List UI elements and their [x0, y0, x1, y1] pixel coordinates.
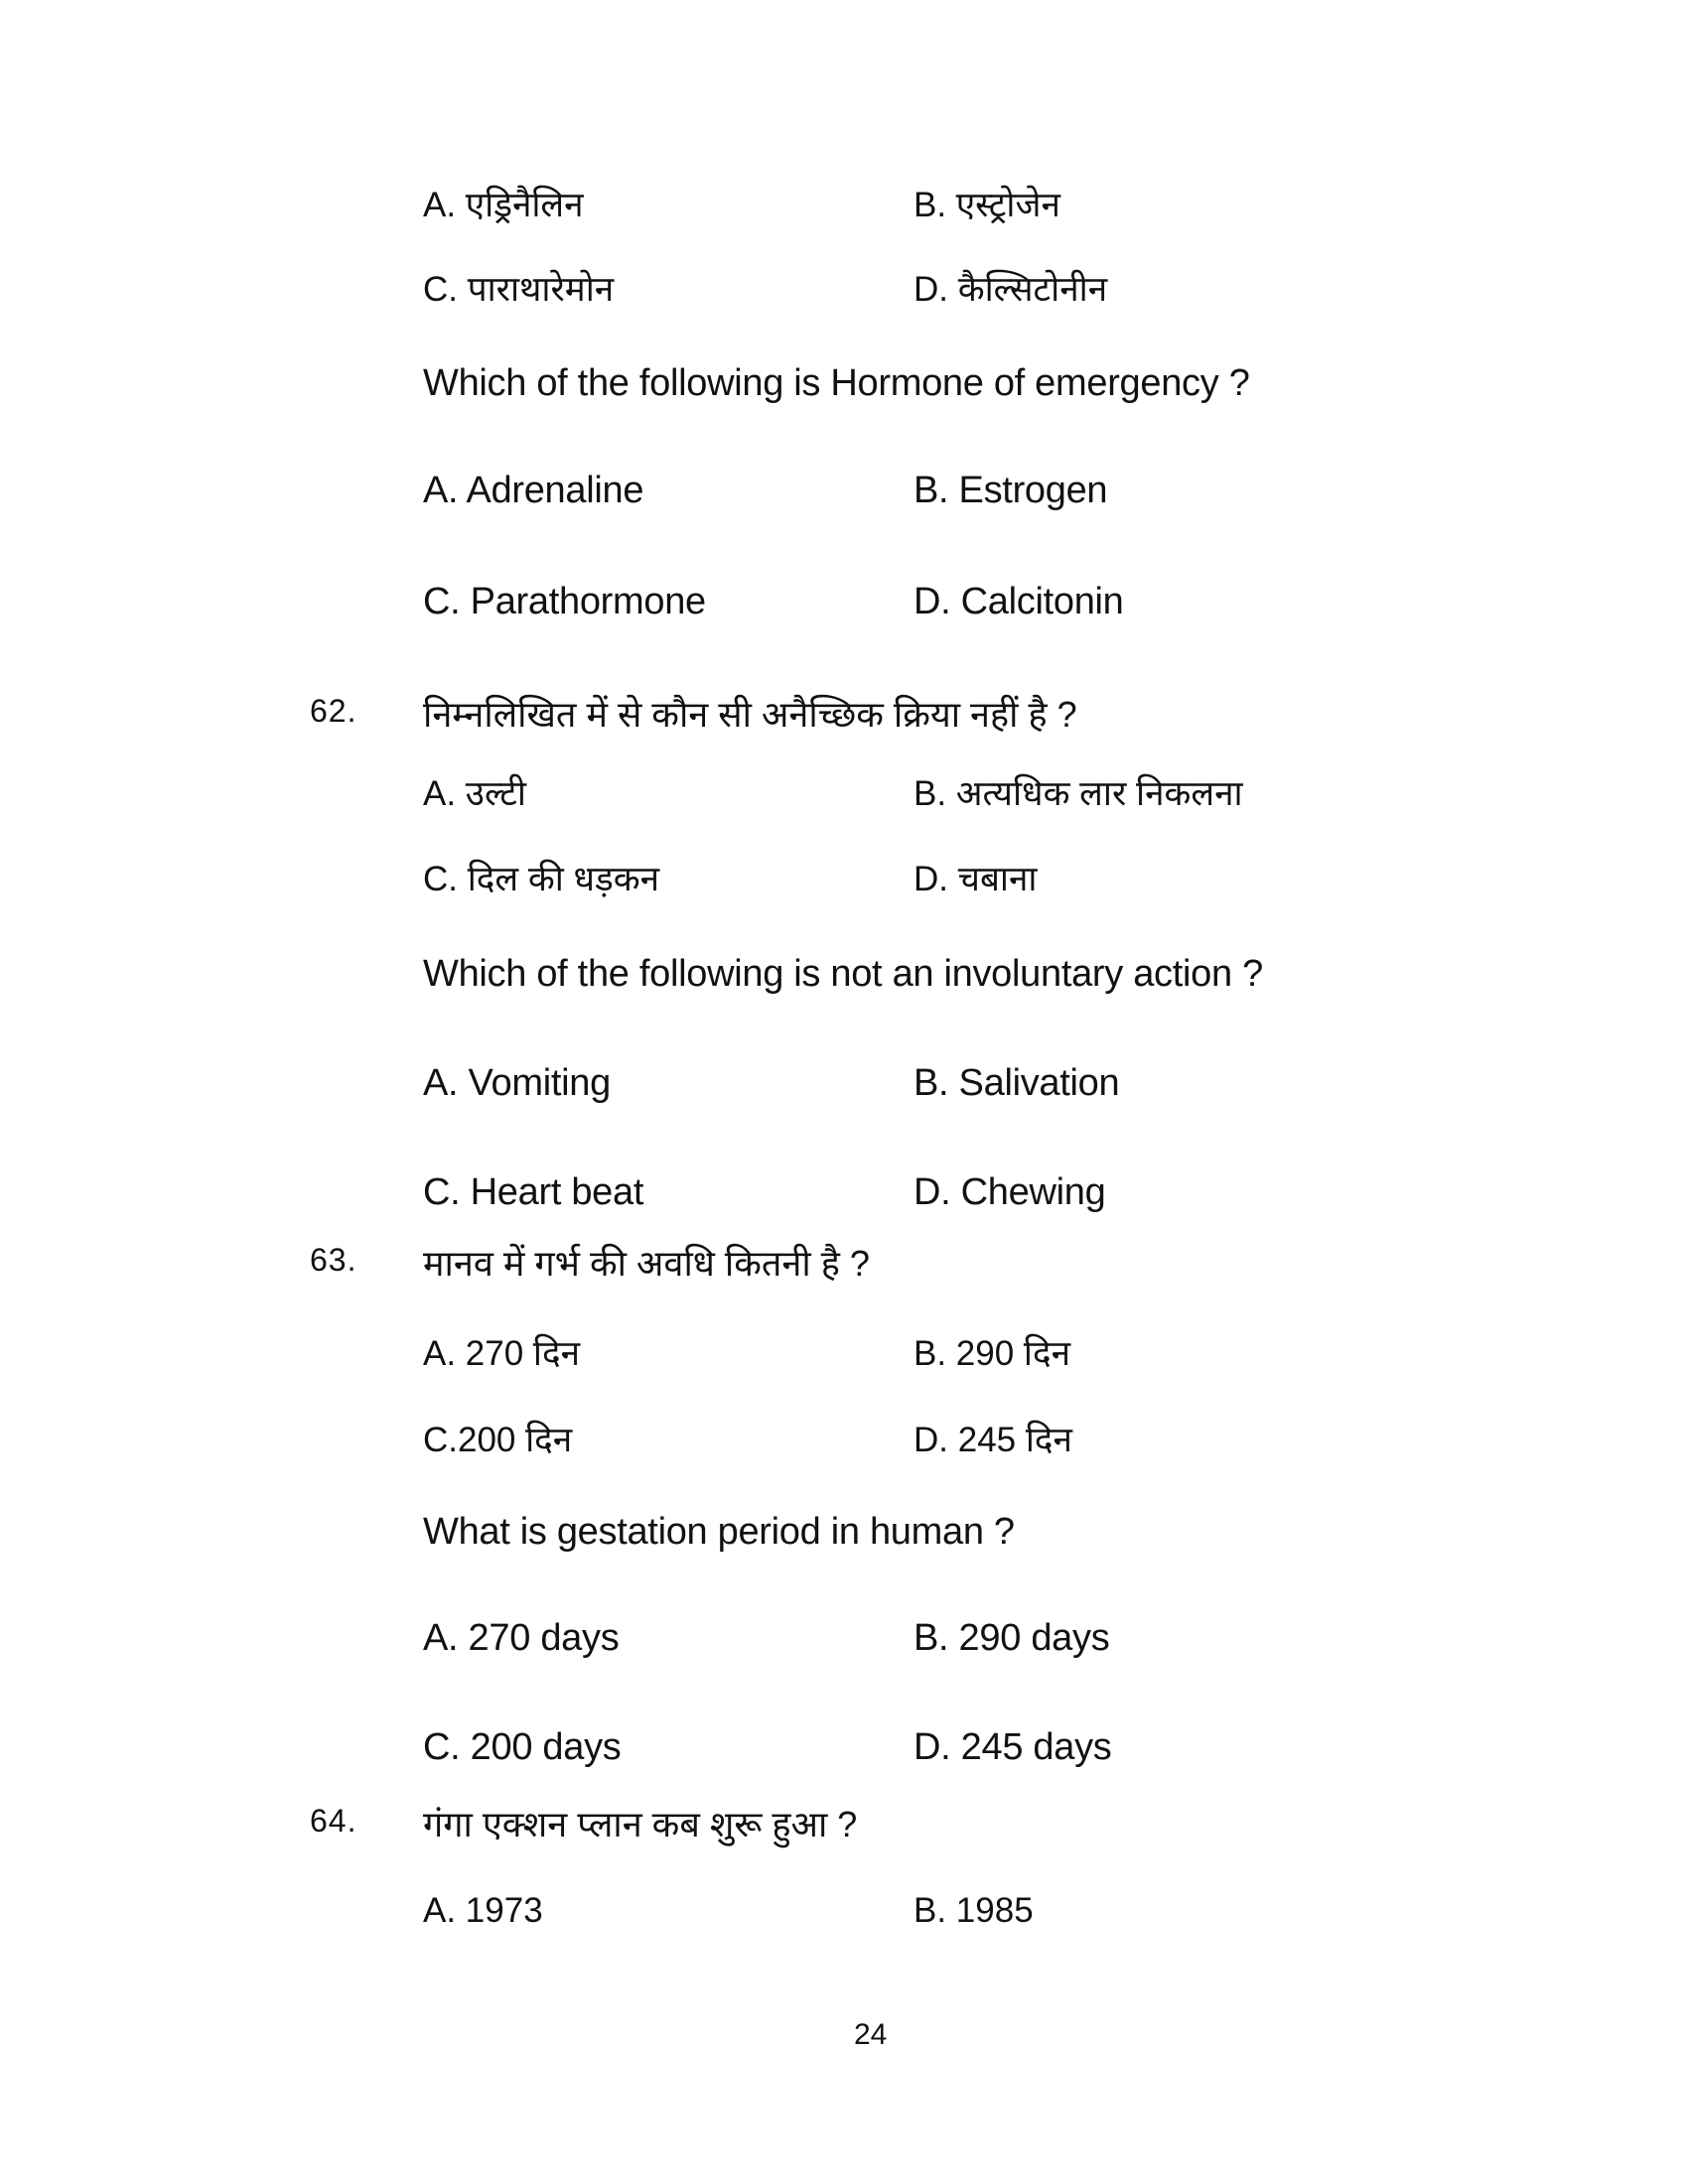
q63-question-hindi: मानव में गर्भ की अवधि कितनी है ? [423, 1243, 870, 1284]
q63-english-options-row-cd [0, 1726, 1688, 1778]
q62-english-option-c: C. Heart beat [423, 1171, 644, 1213]
q62-question-hindi: निम्नलिखित में से कौन सी अनैच्छिक क्रिया नहीं है ? [423, 694, 1077, 735]
q63-number: 63. [310, 1242, 357, 1278]
q61-english-options-row-cd [0, 581, 1688, 632]
q63-english-question-row [0, 1511, 1688, 1563]
q63-english-option-a: A. 270 days [423, 1617, 620, 1659]
q64-option-b: B. 1985 [914, 1891, 1034, 1930]
q63-hindi-option-a: A. 270 दिन [423, 1334, 580, 1373]
q63-hindi-question-row [0, 1238, 1688, 1290]
q62-hindi-option-c: C. दिल की धड़कन [423, 860, 660, 898]
q63-hindi-options-row-ab [0, 1329, 1688, 1381]
q63-english-options-row-ab [0, 1617, 1688, 1669]
q62-question-english: Which of the following is not an involuntary action ? [423, 953, 1263, 995]
q61-english-option-c: C. Parathormone [423, 581, 706, 622]
q62-hindi-option-b: B. अत्यधिक लार निकलना [914, 774, 1243, 813]
q64-number: 64. [310, 1803, 357, 1839]
q62-hindi-question-row [0, 689, 1688, 741]
q61-english-question-row [0, 362, 1688, 414]
q63-hindi-options-row-cd [0, 1416, 1688, 1467]
q62-number: 62. [310, 693, 357, 729]
q64-question-hindi: गंगा एक्शन प्लान कब शुरू हुआ ? [423, 1804, 858, 1844]
q62-hindi-option-d: D. चबाना [914, 860, 1038, 898]
page-number: 24 [854, 2018, 888, 2051]
q63-hindi-option-d: D. 245 दिन [914, 1421, 1072, 1459]
q62-english-option-b: B. Salivation [914, 1062, 1120, 1104]
q64-options-row-ab [0, 1891, 1688, 1943]
q62-english-options-row-ab [0, 1062, 1688, 1114]
q61-hindi-option-c: C. पाराथारेमोन [423, 270, 615, 309]
q63-question-english: What is gestation period in human ? [423, 1511, 1015, 1553]
q62-english-question-row [0, 953, 1688, 1005]
q62-hindi-options-row-ab [0, 769, 1688, 821]
q61-hindi-options-row-ab [0, 181, 1688, 232]
q63-english-option-b: B. 290 days [914, 1617, 1110, 1659]
q62-english-options-row-cd [0, 1171, 1688, 1223]
q61-hindi-options-row-cd [0, 265, 1688, 317]
q61-english-options-row-ab [0, 470, 1688, 521]
q61-hindi-option-b: B. एस्ट्रोजेन [914, 186, 1060, 224]
q62-english-option-d: D. Chewing [914, 1171, 1106, 1213]
q64-option-a: A. 1973 [423, 1891, 543, 1930]
q63-english-option-d: D. 245 days [914, 1726, 1112, 1768]
q61-english-option-d: D. Calcitonin [914, 581, 1124, 622]
q64-hindi-question-row [0, 1799, 1688, 1850]
q61-hindi-option-a: A. एड्रिनैलिन [423, 186, 584, 224]
q62-english-option-a: A. Vomiting [423, 1062, 611, 1104]
q63-english-option-c: C. 200 days [423, 1726, 622, 1768]
q63-hindi-option-c: C.200 दिन [423, 1421, 573, 1459]
q62-hindi-options-row-cd [0, 855, 1688, 906]
q61-question-english: Which of the following is Hormone of emergency ? [423, 362, 1250, 404]
q61-hindi-option-d: D. कैल्सिटोनीन [914, 270, 1108, 309]
q61-english-option-b: B. Estrogen [914, 470, 1108, 511]
q63-hindi-option-b: B. 290 दिन [914, 1334, 1070, 1373]
q62-hindi-option-a: A. उल्टी [423, 774, 526, 813]
q61-english-option-a: A. Adrenaline [423, 470, 644, 511]
